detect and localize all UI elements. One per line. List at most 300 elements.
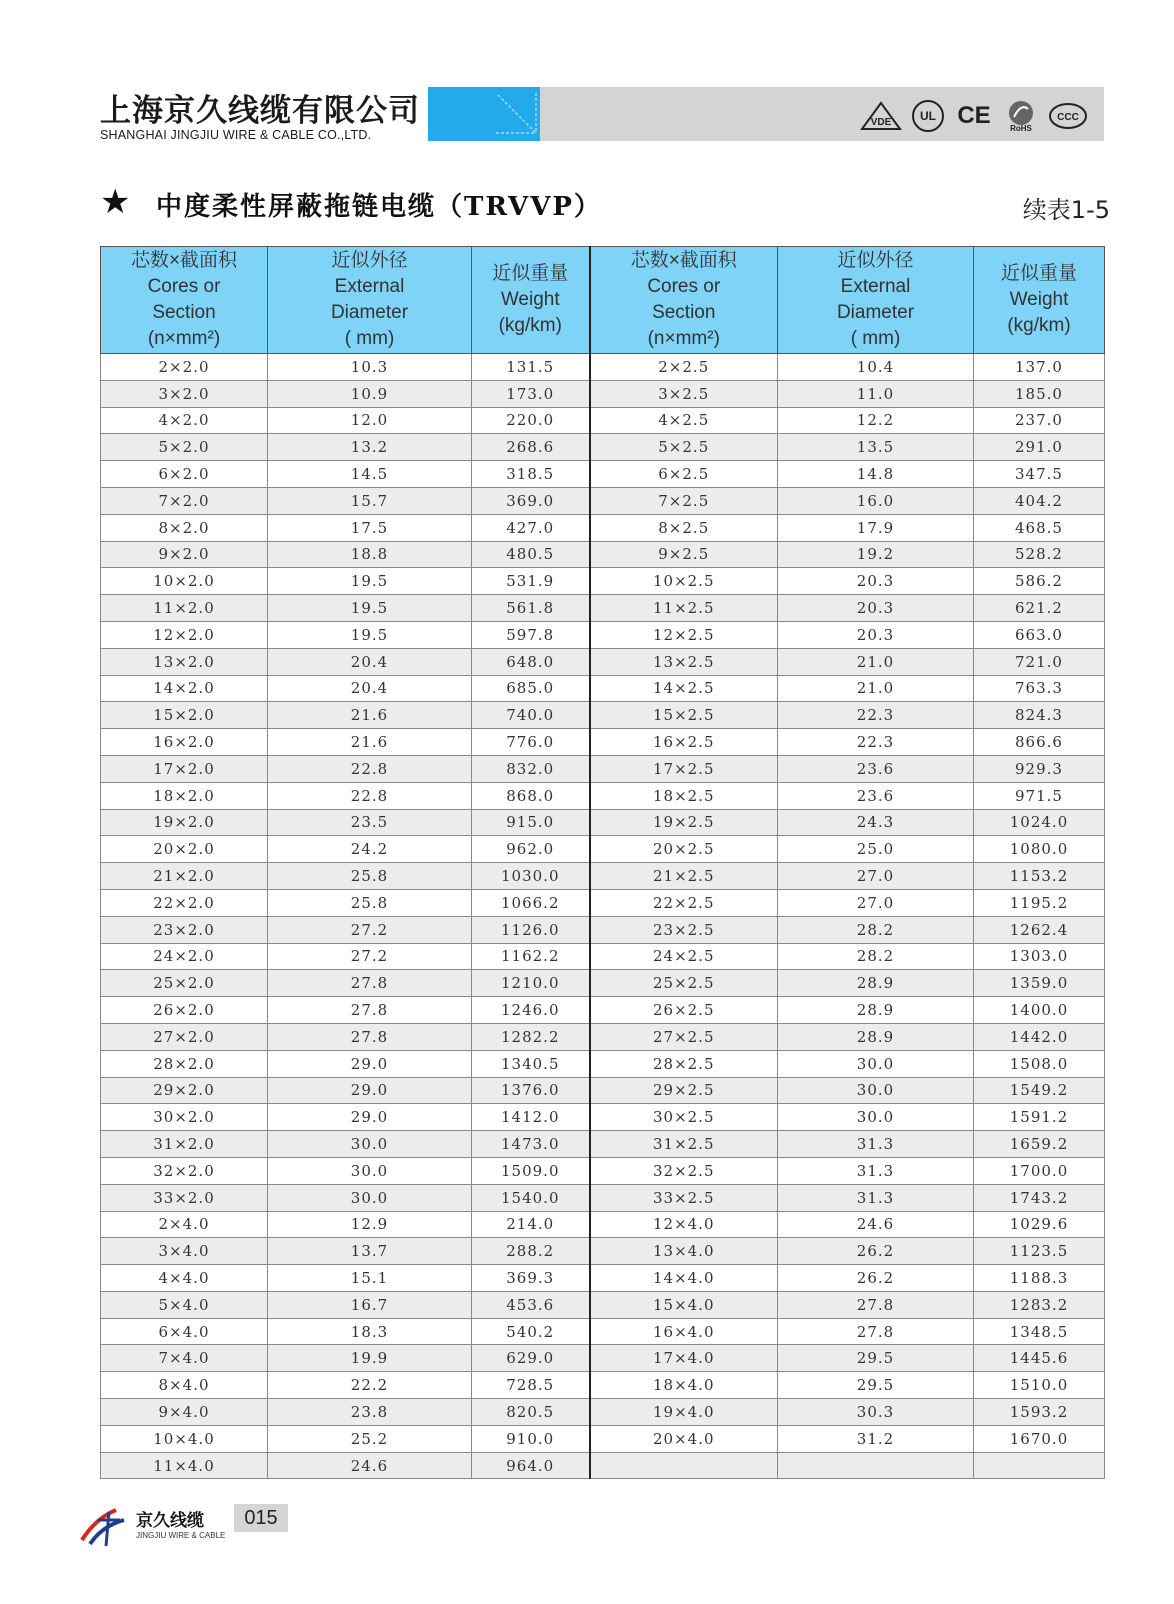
table-row <box>101 755 1105 782</box>
table-cell: 629.0 <box>472 1345 590 1372</box>
table-cell: 14.5 <box>268 461 472 488</box>
table-cell: 6×2.5 <box>590 461 778 488</box>
table-cell: 1246.0 <box>472 997 590 1024</box>
table-cell: 7×2.5 <box>590 487 778 514</box>
header-external-diameter: 近似外径 External Diameter ( mm) <box>778 247 974 354</box>
table-cell: 27.8 <box>268 997 472 1024</box>
table-cell: 13×2.5 <box>590 648 778 675</box>
table-cell: 23×2.5 <box>590 916 778 943</box>
table-row <box>101 461 1105 488</box>
table-cell: 1700.0 <box>974 1157 1105 1184</box>
ccc-cert-icon <box>1048 102 1088 130</box>
table-cell: 33×2.0 <box>101 1184 268 1211</box>
table-cell: 20.3 <box>778 595 974 622</box>
table-cell: 15×2.5 <box>590 702 778 729</box>
table-cell: 28.9 <box>778 1023 974 1050</box>
table-cell: 17.9 <box>778 514 974 541</box>
table-cell: 8×2.0 <box>101 514 268 541</box>
table-cell: 1540.0 <box>472 1184 590 1211</box>
table-cell: 29×2.0 <box>101 1077 268 1104</box>
table-cell: 11×2.0 <box>101 595 268 622</box>
table-cell: 16×4.0 <box>590 1318 778 1345</box>
table-row <box>101 675 1105 702</box>
table-cell: 27.2 <box>268 916 472 943</box>
table-cell: 27.8 <box>778 1291 974 1318</box>
table-cell: 19.2 <box>778 541 974 568</box>
table-cell: 17×4.0 <box>590 1345 778 1372</box>
table-cell: 1162.2 <box>472 943 590 970</box>
table-cell <box>590 1452 778 1479</box>
table-cell: 24.2 <box>268 836 472 863</box>
table-cell: 1400.0 <box>974 997 1105 1024</box>
table-cell: 19×4.0 <box>590 1399 778 1426</box>
table-row <box>101 1265 1105 1292</box>
table-cell: 7×4.0 <box>101 1345 268 1372</box>
table-cell: 19.9 <box>268 1345 472 1372</box>
table-cell: 31.3 <box>778 1184 974 1211</box>
svg-text:VDE: VDE <box>870 117 892 128</box>
table-cell: 19×2.0 <box>101 809 268 836</box>
table-row <box>101 407 1105 434</box>
table-cell: 17×2.0 <box>101 755 268 782</box>
table-row <box>101 997 1105 1024</box>
table-cell: 16×2.5 <box>590 729 778 756</box>
table-cell: 27×2.0 <box>101 1023 268 1050</box>
table-cell: 21.0 <box>778 648 974 675</box>
table-cell: 1510.0 <box>974 1372 1105 1399</box>
table-cell: 1195.2 <box>974 889 1105 916</box>
table-cell: 12×2.0 <box>101 621 268 648</box>
svg-text:RoHS: RoHS <box>1010 124 1032 133</box>
table-cell: 621.2 <box>974 595 1105 622</box>
table-cell: 27.8 <box>778 1318 974 1345</box>
table-cell: 173.0 <box>472 380 590 407</box>
table-row <box>101 863 1105 890</box>
table-cell: 31.3 <box>778 1157 974 1184</box>
table-cell: 21×2.0 <box>101 863 268 890</box>
table-row <box>101 1291 1105 1318</box>
table-cell: 20×2.5 <box>590 836 778 863</box>
table-cell: 31×2.5 <box>590 1131 778 1158</box>
table-body <box>101 354 1105 1479</box>
table-cell: 14×4.0 <box>590 1265 778 1292</box>
table-cell: 347.5 <box>974 461 1105 488</box>
table-cell: 288.2 <box>472 1238 590 1265</box>
table-cell: 31.3 <box>778 1131 974 1158</box>
table-cell: 1153.2 <box>974 863 1105 890</box>
table-cell: 6×2.0 <box>101 461 268 488</box>
table-cell: 3×4.0 <box>101 1238 268 1265</box>
table-cell: 318.5 <box>472 461 590 488</box>
table-cell: 1509.0 <box>472 1157 590 1184</box>
table-cell: 24×2.0 <box>101 943 268 970</box>
table-cell: 19×2.5 <box>590 809 778 836</box>
table-row <box>101 595 1105 622</box>
table-cell: 721.0 <box>974 648 1105 675</box>
table-cell: 728.5 <box>472 1372 590 1399</box>
table-cell: 1066.2 <box>472 889 590 916</box>
table-cell: 10×4.0 <box>101 1425 268 1452</box>
table-cell: 1591.2 <box>974 1104 1105 1131</box>
table-cell: 30.0 <box>268 1184 472 1211</box>
table-cell: 15.1 <box>268 1265 472 1292</box>
table-cell: 561.8 <box>472 595 590 622</box>
table-row <box>101 729 1105 756</box>
table-row <box>101 916 1105 943</box>
table-row <box>101 568 1105 595</box>
table-cell: 1029.6 <box>974 1211 1105 1238</box>
table-cell: 26.2 <box>778 1238 974 1265</box>
ce-cert-icon: CE <box>957 102 991 129</box>
table-row <box>101 1425 1105 1452</box>
table-cell: 11.0 <box>778 380 974 407</box>
table-cell: 369.3 <box>472 1265 590 1292</box>
table-cell: 22×2.0 <box>101 889 268 916</box>
table-cell: 740.0 <box>472 702 590 729</box>
table-cell: 1188.3 <box>974 1265 1105 1292</box>
table-cell: 14×2.0 <box>101 675 268 702</box>
table-row <box>101 1238 1105 1265</box>
table-cell: 648.0 <box>472 648 590 675</box>
table-row <box>101 514 1105 541</box>
table-cell: 2×4.0 <box>101 1211 268 1238</box>
table-cell: 22.2 <box>268 1372 472 1399</box>
table-cell: 915.0 <box>472 809 590 836</box>
table-cell: 1024.0 <box>974 809 1105 836</box>
table-cell: 16.7 <box>268 1291 472 1318</box>
table-cell: 21.6 <box>268 702 472 729</box>
table-cell: 1262.4 <box>974 916 1105 943</box>
table-row <box>101 889 1105 916</box>
title-row <box>100 182 1110 226</box>
table-cell: 25.2 <box>268 1425 472 1452</box>
table-row <box>101 1104 1105 1131</box>
table-row <box>101 487 1105 514</box>
table-cell: 3×2.0 <box>101 380 268 407</box>
table-cell: 268.6 <box>472 434 590 461</box>
footer-brand-en: JINGJIU WIRE & CABLE <box>136 1531 226 1540</box>
table-cell: 427.0 <box>472 514 590 541</box>
table-cell: 10.3 <box>268 354 472 381</box>
table-row <box>101 1399 1105 1426</box>
table-row <box>101 1184 1105 1211</box>
table-cell: 30.0 <box>268 1131 472 1158</box>
table-cell: 8×2.5 <box>590 514 778 541</box>
table-cell: 540.2 <box>472 1318 590 1345</box>
table-row <box>101 354 1105 381</box>
table-cell: 16.0 <box>778 487 974 514</box>
table-cell: 8×4.0 <box>101 1372 268 1399</box>
table-cell: 5×2.5 <box>590 434 778 461</box>
table-cell: 27.8 <box>268 970 472 997</box>
table-cell: 1080.0 <box>974 836 1105 863</box>
table-cell: 22.8 <box>268 755 472 782</box>
table-cell: 1473.0 <box>472 1131 590 1158</box>
table-cell <box>778 1452 974 1479</box>
table-cell: 21.0 <box>778 675 974 702</box>
company-name-cn: 上海京久线缆有限公司 <box>100 93 420 129</box>
table-cell: 22.8 <box>268 782 472 809</box>
certification-row <box>860 99 1088 133</box>
table-row <box>101 970 1105 997</box>
table-cell: 1445.6 <box>974 1345 1105 1372</box>
table-cell: 27.8 <box>268 1023 472 1050</box>
table-cell: 20.3 <box>778 568 974 595</box>
table-cell: 13×2.0 <box>101 648 268 675</box>
table-cell: 16×2.0 <box>101 729 268 756</box>
table-cell: 22.3 <box>778 729 974 756</box>
table-cell: 1303.0 <box>974 943 1105 970</box>
table-cell: 15.7 <box>268 487 472 514</box>
header-cores-section: 芯数×截面积 Cores or Section (n×mm²) <box>101 247 268 354</box>
table-cell: 18.3 <box>268 1318 472 1345</box>
table-cell: 929.3 <box>974 755 1105 782</box>
table-row <box>101 836 1105 863</box>
table-cell: 21×2.5 <box>590 863 778 890</box>
table-row <box>101 1077 1105 1104</box>
table-cell: 26.2 <box>778 1265 974 1292</box>
table-continued-label: 续表1-5 <box>1022 196 1110 224</box>
table-cell: 1340.5 <box>472 1050 590 1077</box>
table-cell: 10.9 <box>268 380 472 407</box>
table-cell: 9×4.0 <box>101 1399 268 1426</box>
table-cell: 1549.2 <box>974 1077 1105 1104</box>
table-cell: 21.6 <box>268 729 472 756</box>
table-row <box>101 1211 1105 1238</box>
table-cell: 866.6 <box>974 729 1105 756</box>
table-cell: 1442.0 <box>974 1023 1105 1050</box>
table-cell: 237.0 <box>974 407 1105 434</box>
table-cell: 20×4.0 <box>590 1425 778 1452</box>
table-cell: 23.6 <box>778 782 974 809</box>
table-cell: 29.0 <box>268 1050 472 1077</box>
table-cell: 25.8 <box>268 889 472 916</box>
table-cell: 30.0 <box>778 1104 974 1131</box>
table-cell: 5×4.0 <box>101 1291 268 1318</box>
table-cell: 1743.2 <box>974 1184 1105 1211</box>
table-cell: 32×2.0 <box>101 1157 268 1184</box>
table-cell: 131.5 <box>472 354 590 381</box>
svg-text:CCC: CCC <box>1057 112 1079 123</box>
table-cell: 28.9 <box>778 997 974 1024</box>
table-cell: 1593.2 <box>974 1399 1105 1426</box>
table-cell: 15×2.0 <box>101 702 268 729</box>
table-cell: 23×2.0 <box>101 916 268 943</box>
table-cell: 19.5 <box>268 621 472 648</box>
table-cell: 971.5 <box>974 782 1105 809</box>
table-cell: 31.2 <box>778 1425 974 1452</box>
table-row <box>101 380 1105 407</box>
table-cell: 663.0 <box>974 621 1105 648</box>
table-cell: 1123.5 <box>974 1238 1105 1265</box>
table-cell: 30.0 <box>778 1077 974 1104</box>
table-row <box>101 621 1105 648</box>
table-row <box>101 782 1105 809</box>
decor-lines-icon <box>428 87 540 141</box>
header-cores-section: 芯数×截面积 Cores or Section (n×mm²) <box>590 247 778 354</box>
table-cell: 27.0 <box>778 863 974 890</box>
table-cell: 4×4.0 <box>101 1265 268 1292</box>
table-cell: 824.3 <box>974 702 1105 729</box>
table-cell: 24.3 <box>778 809 974 836</box>
table-row <box>101 702 1105 729</box>
table-cell: 27.0 <box>778 889 974 916</box>
table-cell: 27.2 <box>268 943 472 970</box>
footer <box>76 1500 376 1560</box>
table-cell: 468.5 <box>974 514 1105 541</box>
table-cell: 24.6 <box>268 1452 472 1479</box>
table-cell: 7×2.0 <box>101 487 268 514</box>
table-cell: 12.9 <box>268 1211 472 1238</box>
table-cell: 832.0 <box>472 755 590 782</box>
table-cell: 30.3 <box>778 1399 974 1426</box>
table-cell: 10.4 <box>778 354 974 381</box>
table-cell: 19.5 <box>268 595 472 622</box>
table-cell: 964.0 <box>472 1452 590 1479</box>
table-cell: 1126.0 <box>472 916 590 943</box>
jingjiu-logo-icon <box>76 1500 132 1556</box>
table-cell: 453.6 <box>472 1291 590 1318</box>
table-cell: 30×2.0 <box>101 1104 268 1131</box>
table-cell: 28.2 <box>778 916 974 943</box>
table-cell: 6×4.0 <box>101 1318 268 1345</box>
table-cell: 23.5 <box>268 809 472 836</box>
table-cell: 10×2.5 <box>590 568 778 595</box>
table-cell: 962.0 <box>472 836 590 863</box>
table-row <box>101 1372 1105 1399</box>
page-number: 015 <box>234 1504 288 1532</box>
table-cell: 31×2.0 <box>101 1131 268 1158</box>
table-cell: 137.0 <box>974 354 1105 381</box>
table-cell: 28.2 <box>778 943 974 970</box>
table-cell: 910.0 <box>472 1425 590 1452</box>
table-cell: 214.0 <box>472 1211 590 1238</box>
table-cell: 3×2.5 <box>590 380 778 407</box>
table-cell: 33×2.5 <box>590 1184 778 1211</box>
table-cell: 29.5 <box>778 1345 974 1372</box>
table-cell: 26×2.0 <box>101 997 268 1024</box>
table-cell: 14×2.5 <box>590 675 778 702</box>
table-cell: 17.5 <box>268 514 472 541</box>
table-cell: 12×4.0 <box>590 1211 778 1238</box>
table-cell: 480.5 <box>472 541 590 568</box>
table-cell: 9×2.5 <box>590 541 778 568</box>
table-cell: 220.0 <box>472 407 590 434</box>
table-cell: 24.6 <box>778 1211 974 1238</box>
table-row <box>101 809 1105 836</box>
table-cell: 1030.0 <box>472 863 590 890</box>
vde-cert-icon <box>860 101 902 131</box>
table-cell: 5×2.0 <box>101 434 268 461</box>
table-cell: 868.0 <box>472 782 590 809</box>
table-row <box>101 648 1105 675</box>
table-cell: 685.0 <box>472 675 590 702</box>
table-cell: 29.0 <box>268 1077 472 1104</box>
table-row <box>101 1131 1105 1158</box>
table-cell: 1659.2 <box>974 1131 1105 1158</box>
table-cell: 820.5 <box>472 1399 590 1426</box>
table-cell: 13.7 <box>268 1238 472 1265</box>
table-cell: 4×2.5 <box>590 407 778 434</box>
table-row <box>101 434 1105 461</box>
header-weight: 近似重量 Weight (kg/km) <box>472 247 590 354</box>
table-cell: 20×2.0 <box>101 836 268 863</box>
header-external-diameter: 近似外径 External Diameter ( mm) <box>268 247 472 354</box>
table-cell: 25.0 <box>778 836 974 863</box>
table-row <box>101 541 1105 568</box>
table-cell: 586.2 <box>974 568 1105 595</box>
table-cell: 19.5 <box>268 568 472 595</box>
table-cell: 20.4 <box>268 675 472 702</box>
table-cell: 20.3 <box>778 621 974 648</box>
table-cell: 22.3 <box>778 702 974 729</box>
table-cell: 23.8 <box>268 1399 472 1426</box>
table-cell: 1376.0 <box>472 1077 590 1104</box>
table-cell: 369.0 <box>472 487 590 514</box>
table-row <box>101 1023 1105 1050</box>
table-cell: 11×4.0 <box>101 1452 268 1479</box>
table-header-row <box>101 247 1105 354</box>
table-cell: 28×2.5 <box>590 1050 778 1077</box>
table-cell: 776.0 <box>472 729 590 756</box>
table-cell: 11×2.5 <box>590 595 778 622</box>
table-cell: 1670.0 <box>974 1425 1105 1452</box>
table-cell: 12×2.5 <box>590 621 778 648</box>
footer-brand-cn: 京久线缆 <box>136 1511 204 1531</box>
table-cell: 291.0 <box>974 434 1105 461</box>
table-cell: 28×2.0 <box>101 1050 268 1077</box>
table-cell: 2×2.5 <box>590 354 778 381</box>
table-cell: 531.9 <box>472 568 590 595</box>
table-cell: 1210.0 <box>472 970 590 997</box>
table-cell: 404.2 <box>974 487 1105 514</box>
table-cell: 528.2 <box>974 541 1105 568</box>
table-cell: 26×2.5 <box>590 997 778 1024</box>
table-cell: 763.3 <box>974 675 1105 702</box>
page-title: 中度柔性屏蔽拖链电缆（TRVVP） <box>156 192 602 222</box>
table-cell: 1359.0 <box>974 970 1105 997</box>
header-accent-block <box>428 87 540 141</box>
spec-table <box>100 246 1105 1479</box>
table-cell: 1412.0 <box>472 1104 590 1131</box>
table-row <box>101 1157 1105 1184</box>
table-cell: 24×2.5 <box>590 943 778 970</box>
table-cell: 25×2.0 <box>101 970 268 997</box>
table-cell: 23.6 <box>778 755 974 782</box>
table-cell: 4×2.0 <box>101 407 268 434</box>
table-row <box>101 1050 1105 1077</box>
ul-cert-icon: UL <box>912 100 944 132</box>
table-cell: 1348.5 <box>974 1318 1105 1345</box>
table-cell: 18×4.0 <box>590 1372 778 1399</box>
table-row <box>101 1452 1105 1479</box>
table-cell: 22×2.5 <box>590 889 778 916</box>
table-cell: 10×2.0 <box>101 568 268 595</box>
table-cell: 18.8 <box>268 541 472 568</box>
table-cell: 27×2.5 <box>590 1023 778 1050</box>
table-cell: 28.9 <box>778 970 974 997</box>
table-cell: 1283.2 <box>974 1291 1105 1318</box>
table-cell: 12.2 <box>778 407 974 434</box>
table-cell: 32×2.5 <box>590 1157 778 1184</box>
table-cell: 30.0 <box>268 1157 472 1184</box>
table-cell: 29×2.5 <box>590 1077 778 1104</box>
table-cell: 18×2.5 <box>590 782 778 809</box>
table-cell: 13×4.0 <box>590 1238 778 1265</box>
table-cell: 18×2.0 <box>101 782 268 809</box>
table-cell: 25×2.5 <box>590 970 778 997</box>
table-cell: 185.0 <box>974 380 1105 407</box>
